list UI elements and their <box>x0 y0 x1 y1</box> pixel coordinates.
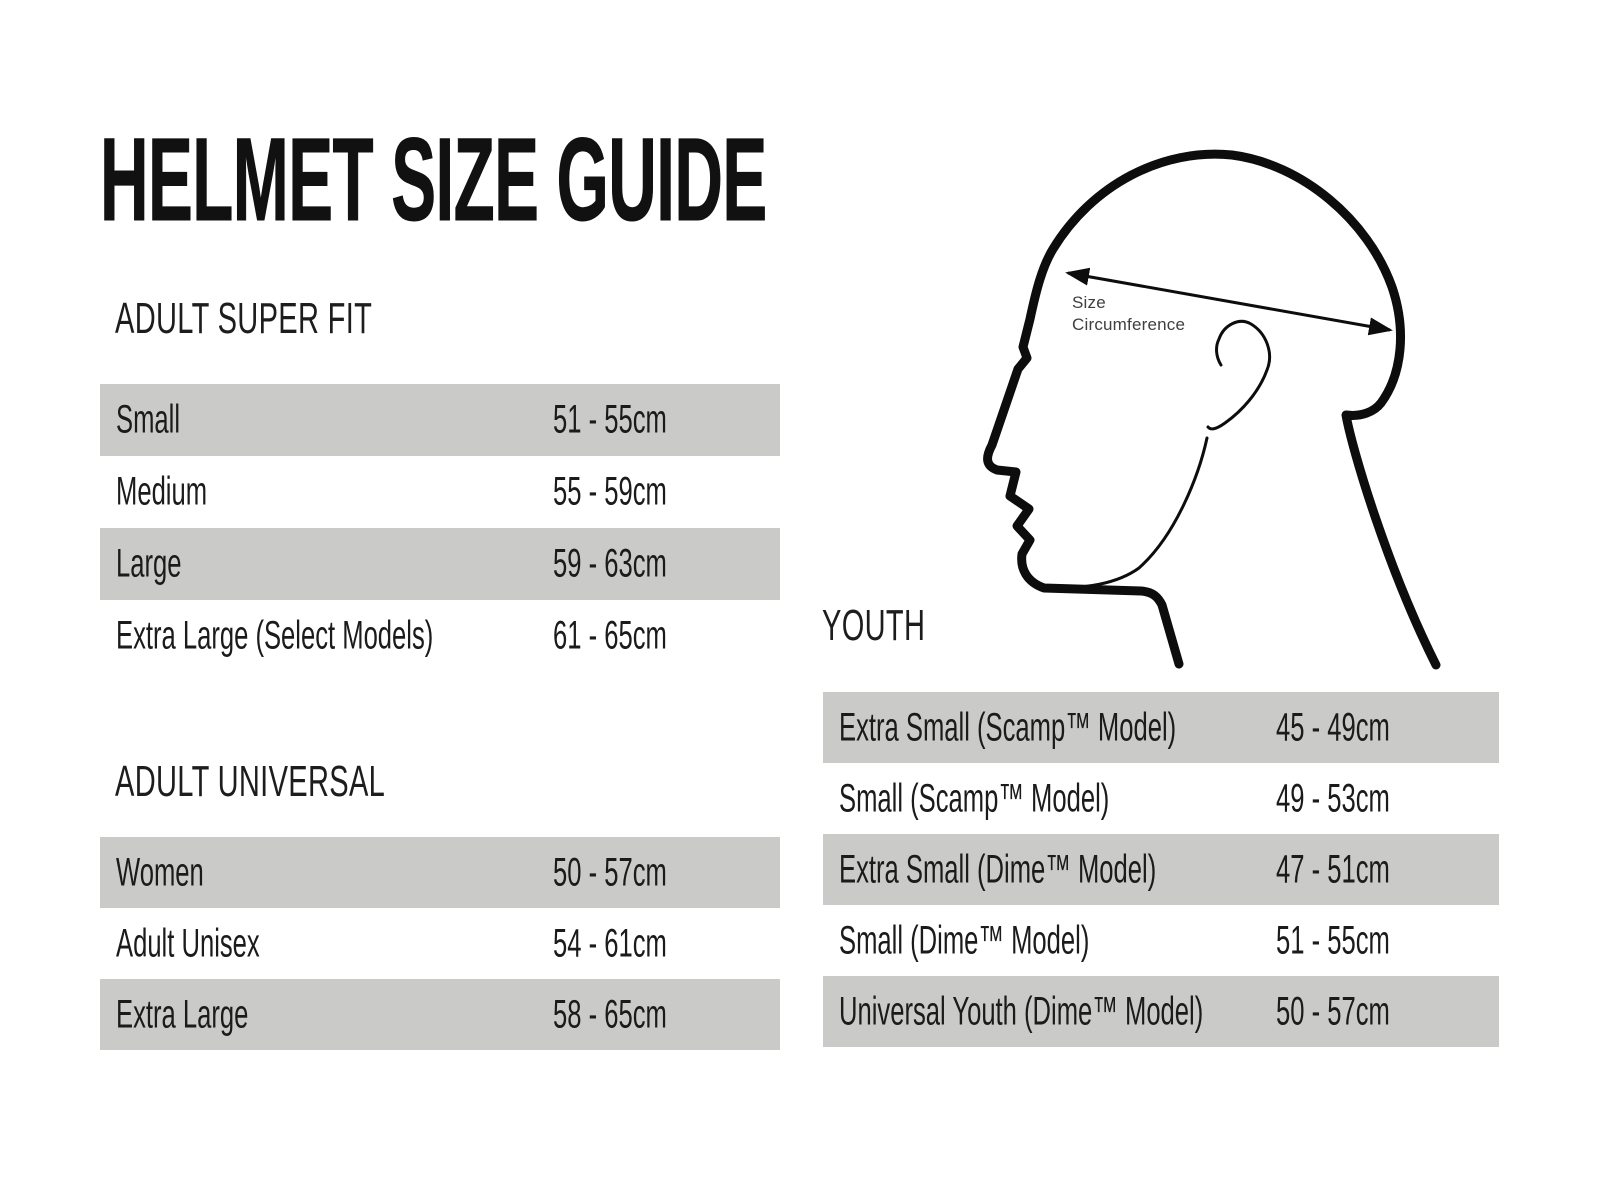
table-row <box>100 528 780 600</box>
size-range-cell: 47 - 51cm <box>1276 847 1390 891</box>
size-label-cell: Medium <box>116 469 208 514</box>
size-range-cell: 61 - 65cm <box>553 613 667 658</box>
circumference-label: Circumference <box>1072 315 1186 334</box>
size-range-cell: 49 - 53cm <box>1276 776 1390 820</box>
size-table-youth <box>823 692 1499 1047</box>
head-profile-illustration <box>940 115 1500 695</box>
section-heading-adult-universal: ADULT UNIVERSAL <box>115 757 386 806</box>
size-label-cell: Small <box>116 397 181 442</box>
size-label-cell: Women <box>116 850 204 894</box>
size-label-cell: Adult Unisex <box>116 921 260 965</box>
section-heading-youth: YOUTH <box>822 601 926 650</box>
size-range-cell: 55 - 59cm <box>553 469 667 514</box>
size-range-cell: 50 - 57cm <box>553 850 667 894</box>
size-range-cell: 51 - 55cm <box>553 397 667 442</box>
size-label-cell: Small (Dime™ Model) <box>839 918 1090 962</box>
size-range-cell: 51 - 55cm <box>1276 918 1390 962</box>
table-row <box>100 600 780 672</box>
jaw-line <box>1056 438 1207 587</box>
size-label-cell: Extra Small (Dime™ Model) <box>839 847 1157 891</box>
head-outline <box>988 154 1436 665</box>
size-range-cell: 54 - 61cm <box>553 921 667 965</box>
section-heading-adult-super-fit: ADULT SUPER FIT <box>115 294 373 343</box>
size-label-cell: Extra Large <box>116 992 249 1036</box>
ear-line <box>1208 321 1270 428</box>
table-row <box>823 692 1499 763</box>
size-range-cell: 58 - 65cm <box>553 992 667 1036</box>
size-table-adult-universal <box>100 837 780 1050</box>
size-range-cell: 50 - 57cm <box>1276 989 1390 1033</box>
size-label-cell: Extra Small (Scamp™ Model) <box>839 705 1177 749</box>
table-row <box>823 976 1499 1047</box>
table-row <box>823 763 1499 834</box>
size-label-cell: Small (Scamp™ Model) <box>839 776 1110 820</box>
size-label-cell: Universal Youth (Dime™ Model) <box>839 989 1204 1033</box>
page-title: HELMET SIZE GUIDE <box>100 114 767 246</box>
table-row <box>100 908 780 979</box>
size-circumference-label <box>1072 292 1185 336</box>
table-row <box>100 456 780 528</box>
size-range-cell: 59 - 63cm <box>553 541 667 586</box>
size-table-adult-super-fit <box>100 384 780 672</box>
table-row <box>823 834 1499 905</box>
table-row <box>100 837 780 908</box>
size-label: Size <box>1072 293 1106 312</box>
size-label-cell: Extra Large (Select Models) <box>116 613 434 658</box>
table-row <box>100 979 780 1050</box>
size-label-cell: Large <box>116 541 182 586</box>
table-row <box>823 905 1499 976</box>
size-range-cell: 45 - 49cm <box>1276 705 1390 749</box>
table-row <box>100 384 780 456</box>
